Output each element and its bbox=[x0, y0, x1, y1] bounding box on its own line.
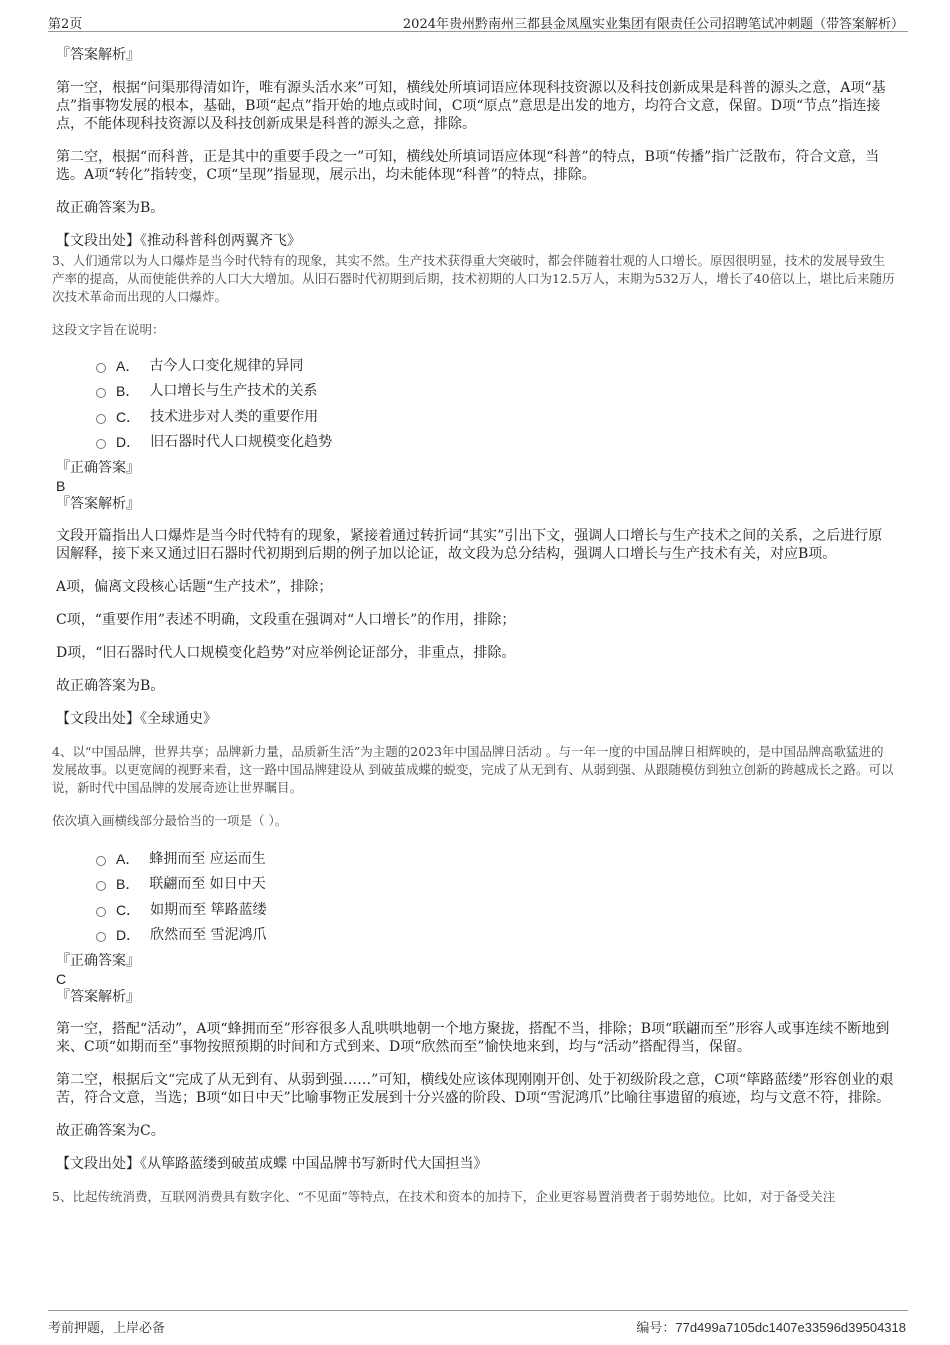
option-letter: C． bbox=[116, 408, 141, 425]
option-text: 蜂拥而至 应运而生 bbox=[149, 850, 266, 867]
option-text: 如期而至 筚路蓝缕 bbox=[150, 901, 267, 918]
analysis-paragraph: C项，“重要作用”表述不明确，文段重在强调对“人口增长”的作用，排除； bbox=[56, 612, 516, 628]
option-letter: D． bbox=[116, 434, 141, 451]
page-header bbox=[48, 9, 908, 32]
option-d[interactable] bbox=[96, 923, 896, 949]
options-list bbox=[96, 846, 896, 948]
conclusion: 故正确答案为B。 bbox=[56, 678, 165, 694]
radio-button[interactable] bbox=[96, 907, 106, 917]
option-c[interactable] bbox=[96, 897, 896, 923]
radio-button[interactable] bbox=[96, 388, 106, 398]
option-letter: D． bbox=[116, 927, 141, 944]
option-c[interactable] bbox=[96, 404, 896, 430]
question-3: 3、人们通常以为人口爆炸是当今时代特有的现象，其实不然。生产技术获得重大突破时，都会伴随着壮观的人口增长。原因很明显，技术的发展导致生产率的提高，从而使能供养的人口大大增加。从旧石器时代初期到后期，技术初期的人口为12.5万人，末期为532万人，增长了40倍以上，堪比后来随历次技术革命而出现的人口爆炸。 bbox=[52, 253, 895, 304]
code-label: 编号： bbox=[636, 1321, 676, 1336]
option-letter: C． bbox=[116, 901, 141, 918]
radio-button[interactable] bbox=[96, 856, 106, 866]
radio-button[interactable] bbox=[96, 881, 106, 891]
radio-button[interactable] bbox=[96, 363, 106, 373]
analysis-label: 『答案解析』 bbox=[56, 496, 140, 512]
option-text: 技术进步对人类的重要作用 bbox=[150, 408, 319, 425]
question-4: 4、以“中国品牌，世界共享；品牌新力量，品质新生活”为主题的2023年中国品牌日活动 。与一年一度的中国品牌日相辉映的，是中国品牌高歌猛进的发展故事。以更宽阔的视野来看，这一路中国品牌建设从 到破茧成蝶的蜕变，完成了从无到有、从弱到强、从跟随模仿到独立创新的跨越成长之路。可以说，新时代中国品牌的发展奇迹让世界瞩目。 bbox=[52, 744, 894, 795]
page-footer bbox=[48, 1310, 908, 1337]
option-text: 人口增长与生产技术的关系 bbox=[149, 383, 318, 400]
option-letter: A． bbox=[116, 357, 140, 374]
option-a[interactable] bbox=[96, 846, 896, 872]
options-list bbox=[96, 353, 896, 455]
analysis-paragraph: 第一空，搭配“活动”，A项“蜂拥而至”形容很多人乱哄哄地朝一个地方聚拢，搭配不当，排除；B项“联翩而至”形容人或事连续不断地到来、C项“如期而至”事物按照预期的时间和方式到来、D项“欣然而至”愉快地来到，均与“活动”搭配得当，保留。 bbox=[56, 1021, 890, 1055]
option-d[interactable] bbox=[96, 430, 896, 456]
source-citation: 【文段出处】《从筚路蓝缕到破茧成蝶 中国品牌书写新时代大国担当》 bbox=[56, 1156, 488, 1172]
question-prompt: 这段文字旨在说明： bbox=[52, 322, 165, 337]
correct-answer-label: 『正确答案』 bbox=[56, 460, 140, 476]
option-letter: B． bbox=[116, 876, 140, 893]
option-b[interactable] bbox=[96, 872, 896, 898]
analysis-paragraph: D项，“旧石器时代人口规模变化趋势”对应举例论证部分，非重点，排除。 bbox=[56, 645, 516, 661]
option-b[interactable] bbox=[96, 379, 896, 405]
document-body bbox=[52, 46, 896, 1206]
code-value: 77d499a7105dc1407e33596d39504318 bbox=[675, 1320, 906, 1335]
correct-answer: C bbox=[56, 971, 67, 987]
analysis-paragraph: A项，偏离文段核心话题“生产技术”，排除； bbox=[56, 579, 333, 595]
question-prompt: 依次填入画横线部分最恰当的一项是（ ）。 bbox=[52, 813, 288, 828]
question-5: 5、比起传统消费，互联网消费具有数字化、“不见面”等特点，在技术和资本的加持下，企业更容易置消费者于弱势地位。比如，对于备受关注 bbox=[52, 1189, 836, 1204]
option-text: 欣然而至 雪泥鸿爪 bbox=[150, 927, 267, 944]
document-code bbox=[636, 1317, 906, 1336]
document-title: 2024年贵州黔南州三都县金凤凰实业集团有限责任公司招聘笔试冲刺题（带答案解析） bbox=[402, 17, 904, 32]
correct-answer: B bbox=[56, 478, 66, 494]
radio-button[interactable] bbox=[96, 439, 106, 449]
footer-slogan: 考前押题，上岸必备 bbox=[48, 1321, 166, 1336]
page-number: 第2页 bbox=[48, 17, 83, 32]
radio-button[interactable] bbox=[96, 414, 106, 424]
option-text: 古今人口变化规律的异同 bbox=[149, 357, 304, 374]
radio-button[interactable] bbox=[96, 932, 106, 942]
source-citation: 【文段出处】《推动科普科创两翼齐飞》 bbox=[56, 233, 301, 249]
analysis-paragraph: 第二空，根据后文“完成了从无到有、从弱到强……”可知，横线处应该体现刚刚开创、处于初级阶段之意，C项“筚路蓝缕”形容创业的艰苦，符合文意，当选；B项“如日中天”比喻事物正发展到十分兴盛的阶段、D项“雪泥鸿爪”比喻往事遗留的痕迹，均与文意不符，排除。 bbox=[56, 1072, 894, 1106]
analysis-paragraph: 文段开篇指出人口爆炸是当今时代特有的现象，紧接着通过转折词“其实”引出下文，强调人口增长与生产技术之间的关系，之后进行原因解释，接下来又通过旧石器时代初期到后期的例子加以论证，故文段为总分结构，强调人口增长与生产技术有关，对应B项。 bbox=[56, 528, 883, 562]
analysis-label: 『答案解析』 bbox=[56, 47, 140, 63]
option-letter: B． bbox=[116, 383, 140, 400]
analysis-label: 『答案解析』 bbox=[56, 989, 140, 1005]
analysis-paragraph: 第一空，根据“问渠那得清如许，唯有源头活水来”可知，横线处所填词语应体现科技资源以及科技创新成果是科普的源头之意，A项“基点”指事物发展的根本，基础，B项“起点”指开始的地点或时间，C项“原点”意思是出发的地方，均符合文意，保留。D项“节点”指连接点，不能体现科技资源以及科技创新成果是科普的源头之意，排除。 bbox=[56, 80, 886, 132]
option-text: 联翩而至 如日中天 bbox=[149, 876, 266, 893]
option-letter: A． bbox=[116, 850, 140, 867]
conclusion: 故正确答案为C。 bbox=[56, 1123, 165, 1139]
option-text: 旧石器时代人口规模变化趋势 bbox=[150, 434, 333, 451]
option-a[interactable] bbox=[96, 353, 896, 379]
conclusion: 故正确答案为B。 bbox=[56, 200, 165, 216]
correct-answer-label: 『正确答案』 bbox=[56, 953, 140, 969]
analysis-paragraph: 第二空，根据“而科普，正是其中的重要手段之一”可知，横线处所填词语应体现“科普”的特点，B项“传播”指广泛散布，符合文意，当选。A项“转化”指转变，C项“呈现”指显现，展示出，均未能体现“科普”的特点，排除。 bbox=[56, 149, 880, 183]
source-citation: 【文段出处】《全球通史》 bbox=[56, 711, 217, 727]
